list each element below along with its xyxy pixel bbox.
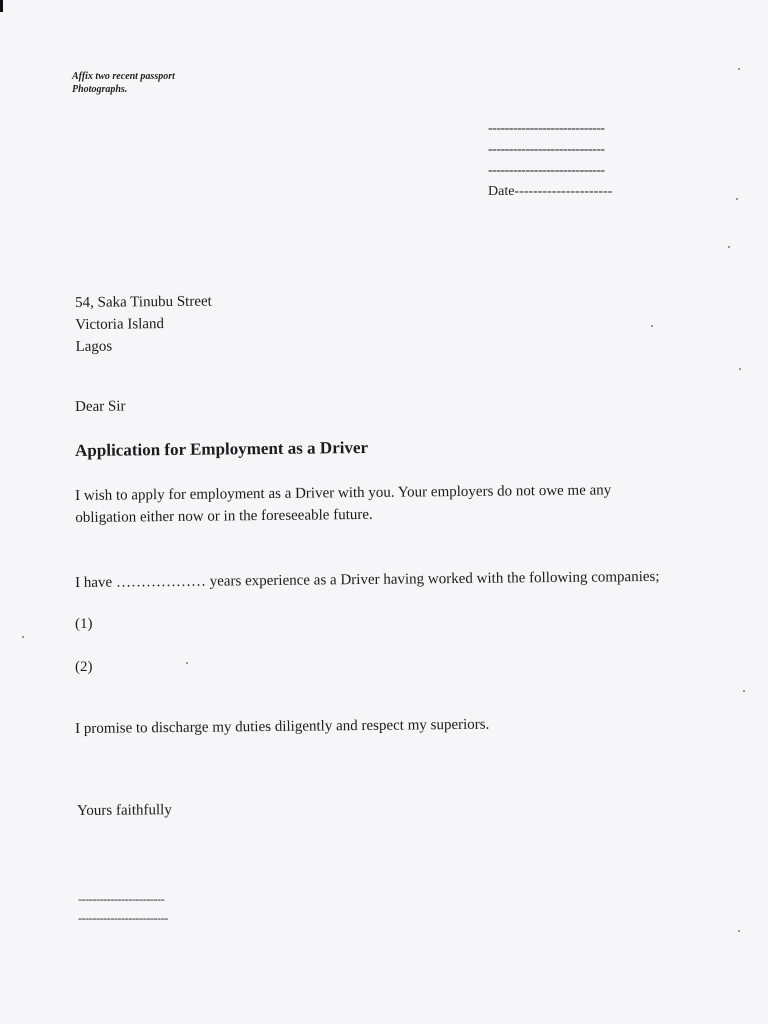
- signature-line-2: -------------------------: [78, 911, 168, 925]
- photo-note-line-2: Photographs.: [72, 84, 128, 95]
- scan-speck: [651, 325, 653, 327]
- scan-corner-mark: [0, 0, 3, 12]
- scan-speck: [728, 246, 730, 248]
- sender-address-line-2: ----------------------------: [488, 142, 605, 157]
- scan-speck: [739, 368, 741, 370]
- scan-speck: [186, 662, 188, 664]
- scan-speck: [736, 198, 738, 200]
- sender-address-block: [488, 118, 612, 202]
- company-list-item-1: (1): [75, 616, 93, 632]
- passport-photo-note: [72, 70, 175, 96]
- recipient-line-2: Victoria Island: [75, 316, 165, 333]
- body-paragraph-2: I have ……………… years experience as a Driver having worked with the following companies;: [75, 568, 660, 591]
- recipient-line-3: Lagos: [75, 338, 113, 355]
- signature-block: [78, 890, 168, 928]
- closing: Yours faithfully: [77, 802, 172, 819]
- recipient-line-1: 54, Saka Tinubu Street: [75, 293, 212, 311]
- body-paragraph-3: I promise to discharge my duties diligently and respect my superiors.: [75, 716, 490, 737]
- scan-speck: [22, 636, 24, 638]
- letter-subject: Application for Employment as a Driver: [75, 437, 369, 460]
- body-paragraph-1: I wish to apply for employment as a Driver with you. Your employers do not owe me any obligation either now or in the foreseeable future.: [75, 482, 612, 526]
- recipient-address: [75, 291, 212, 358]
- date-line: Date---------------------: [488, 184, 613, 199]
- scan-speck: [738, 68, 740, 70]
- company-list-item-2: (2): [75, 659, 93, 675]
- photo-note-line-1: Affix two recent passport: [72, 71, 175, 82]
- sender-address-line-3: ----------------------------: [488, 163, 605, 178]
- scan-speck: [743, 690, 745, 692]
- sender-address-line-1: ----------------------------: [488, 121, 605, 136]
- signature-line-1: ------------------------: [78, 892, 165, 906]
- scan-speck: [738, 930, 740, 932]
- salutation: Dear Sir: [75, 398, 126, 415]
